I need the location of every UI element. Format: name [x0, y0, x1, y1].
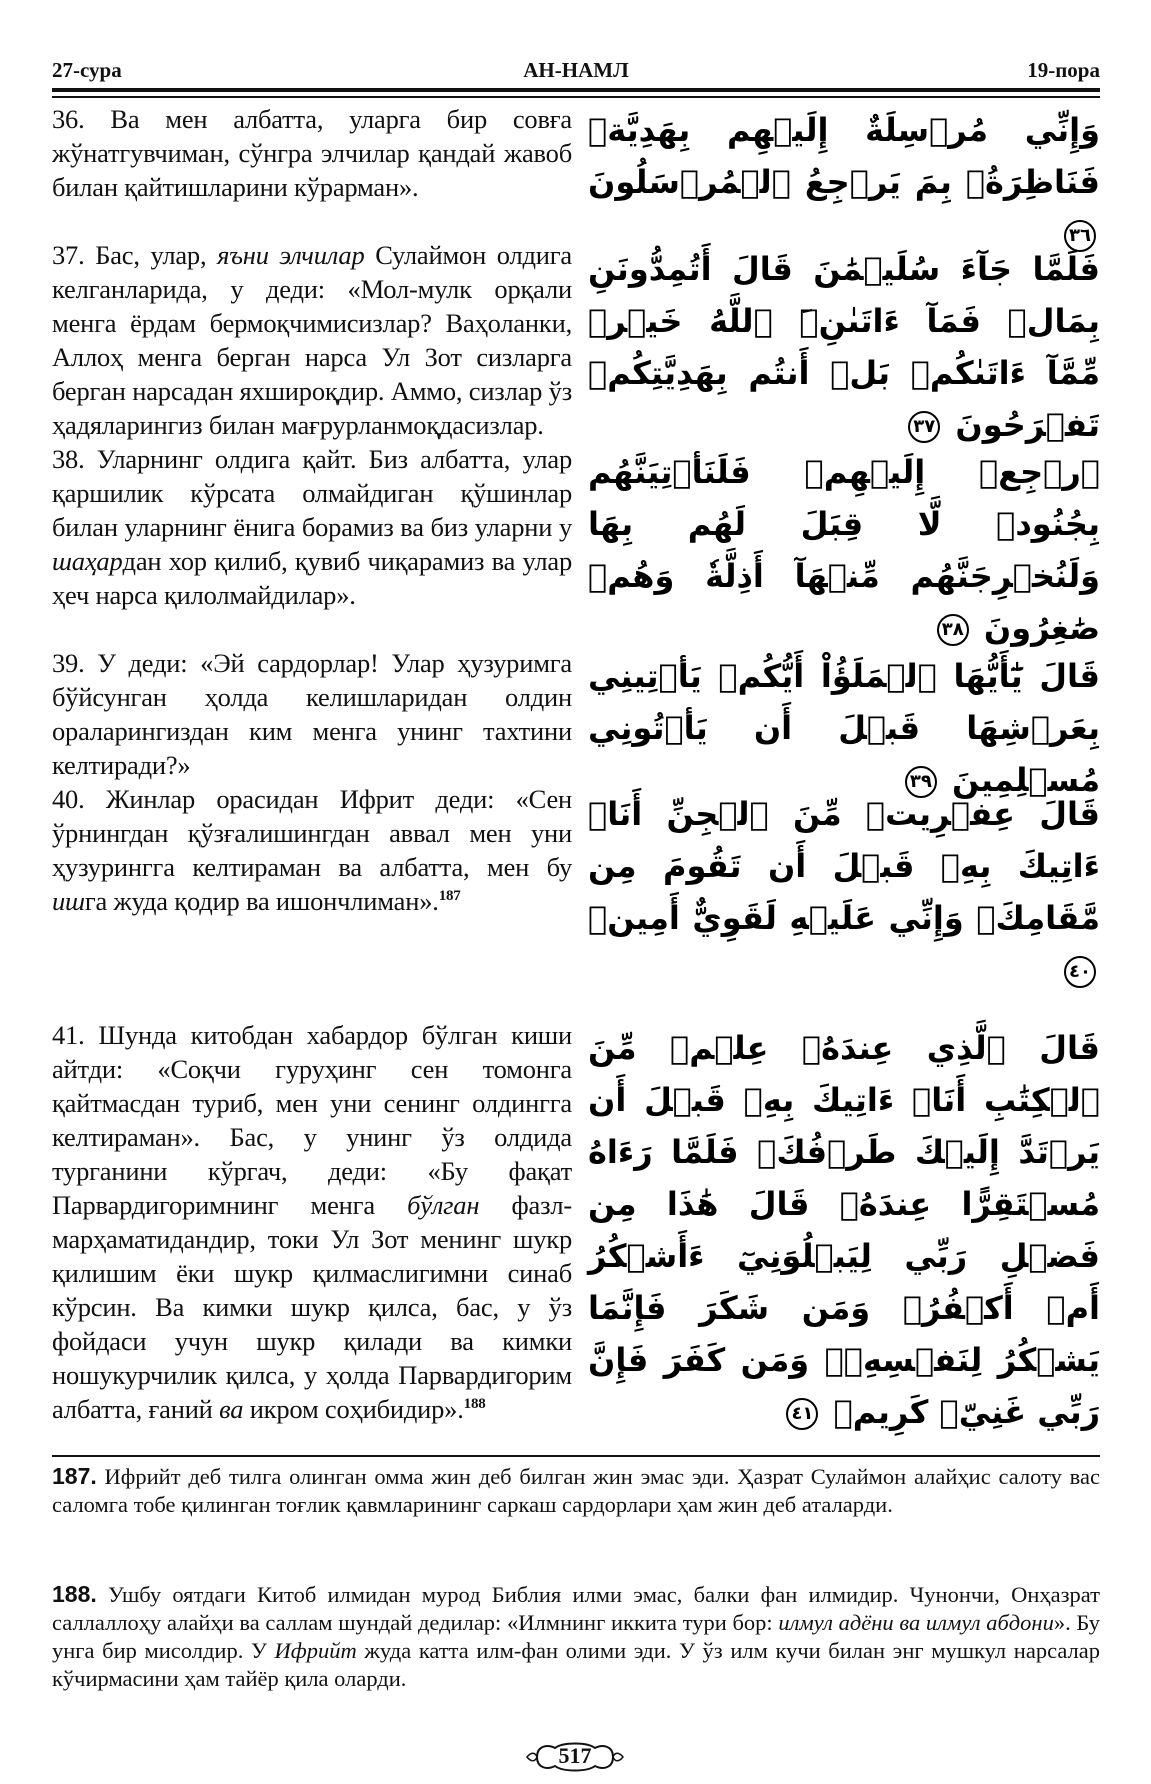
verse-text: 36. Ва мен албатта, уларга бир совға жўнатгувчиман, сўнгра элчилар қандай жавоб билан қайтишларини кўрарман». — [52, 104, 572, 202]
page-header — [52, 54, 1100, 84]
arabic-text: قَالَ يَٰٓأَيُّهَا ٱلۡمَلَؤُاْ أَيُّكُمۡ يَأۡتِينِي بِعَرۡشِهَا قَبۡلَ أَن يَأۡتُونِي مُسۡلِمِينَ — [588, 657, 1100, 799]
footnote-text: Ушбу оятдаги Китоб илмидан мурод Библия илми эмас, балки фан илмидир. Чунончи, Онҳазрат саллаллоҳу алайҳи ва саллам шундай дедилар: «Илмнинг иккита тури бор: — [52, 1582, 1100, 1635]
footnote-italic: Ифрийт — [274, 1638, 357, 1663]
verse-text: 41. Шунда китобдан хабардор бўлган киши айтди: «Соқчи гуруҳинг сен томонга қайтмасдан туриб, мен уни сенинг олдингга келтираман». Бас, у унинг ўз олдида турганини кўргач, деди: «Бу фақат Парвардигоримнинг менга — [52, 1020, 572, 1220]
page-number-ornament — [525, 1740, 625, 1774]
verse-italic-insert: шаҳар — [52, 546, 123, 576]
verse-text: дан хор қилиб, қувиб чиқарамиз ва улар ҳеч нарса қилолмайдилар». — [52, 546, 572, 610]
verse-40-translation — [52, 782, 572, 918]
footnote-text: ». Бу унга бир мисолдир. У — [52, 1610, 1100, 1663]
footnote-italic: илмул адёни ва илмул абдони — [778, 1610, 1054, 1635]
verse-36-translation — [52, 102, 572, 204]
header-rule-thin — [52, 96, 1100, 98]
verse-37-arabic — [588, 243, 1100, 451]
arabic-text: قَالَ عِفۡرِيتٞ مِّنَ ٱلۡجِنِّ أَنَا۠ ءَاتِيكَ بِهِۦ قَبۡلَ أَن تَقُومَ مِن مَّقَامِكَۖ وَإِنِّي عَلَيۡهِ لَقَوِيٌّ أَمِينٞ — [588, 795, 1100, 937]
footnote-ref-187[interactable]: 187 — [438, 888, 461, 905]
verse-39-arabic — [588, 650, 1100, 806]
ayah-number-marker: ٣٨ — [937, 614, 969, 646]
arabic-text: فَلَمَّا جَآءَ سُلَيۡمَٰنَ قَالَ أَتُمِدُّونَنِ بِمَالٖ فَمَآ ءَاتَىٰنِۦَ ٱللَّهُ خَيۡرٞ مِّمَّآ ءَاتَىٰكُمۚ بَلۡ أَنتُم بِهَدِيَّتِكُمۡ تَفۡرَحُونَ — [588, 250, 1100, 444]
footnote-number: 188. — [52, 1581, 97, 1607]
verse-italic-insert: ва — [219, 1394, 244, 1424]
verse-text: 38. Уларнинг олдига қайт. Биз албатта, улар қаршилик кўрсата олмайдиган қўшинлар билан уларнинг ёнига борамиз ва биз уларни у — [52, 444, 572, 542]
footnote-text: Ифрийт деб тилга олинган омма жин деб билган жин эмас эди. Ҳазрат Сулаймон алайҳис салоту вас саломга тобе қилинган тоғлик қавмларининг саркаш сардорлари ҳам жин деб аталарди. — [52, 1464, 1100, 1517]
verse-text: га жуда қодир ва ишончлиман». — [84, 886, 439, 916]
footnote-ref-188[interactable]: 188 — [463, 1396, 486, 1413]
ayah-number-marker: ٣٩ — [905, 766, 937, 798]
ayah-number-marker: ٤١ — [786, 1398, 818, 1430]
verse-38-arabic — [588, 446, 1100, 654]
footnote-separator — [52, 1455, 1100, 1457]
verse-41-arabic — [588, 1022, 1100, 1438]
verse-text: 40. Жинлар орасидан Ифрит деди: «Сен ўрнингдан қўзғалишингдан аввал мен уни ҳузурингга келтираман ва албатта, мен бу — [52, 784, 572, 882]
juz-number: 19-пора — [1027, 58, 1100, 82]
verse-38-translation — [52, 442, 572, 612]
footnote-text: жуда катта илм-фан олими эди. У ўз илм кучи билан энг мушкул нарсалар кўчирмасини ҳам тайёр қила оларди. — [52, 1638, 1100, 1691]
page-number: 517 — [558, 1743, 592, 1768]
verse-italic-insert: бўлган — [407, 1190, 480, 1220]
footnote-187 — [52, 1462, 1100, 1519]
verse-37-translation — [52, 238, 572, 442]
verse-text: 37. Бас, улар, — [52, 240, 218, 270]
verse-36-arabic — [588, 104, 1100, 260]
arabic-text: قَالَ ٱلَّذِي عِندَهُۥ عِلۡمٞ مِّنَ ٱلۡكِتَٰبِ أَنَا۠ ءَاتِيكَ بِهِۦ قَبۡلَ أَن يَرۡتَدَّ إِلَيۡكَ طَرۡفُكَۚ فَلَمَّا رَءَاهُ مُسۡتَقِرًّا عِندَهُۥ قَالَ هَٰذَا مِن فَضۡلِ رَبِّي لِيَبۡلُوَنِيٓ ءَأَشۡكُرُ أَمۡ أَكۡفُرُۖ وَمَن شَكَرَ فَإِنَّمَا يَشۡكُرُ لِنَفۡسِهِۦۖ وَمَن كَفَرَ فَإِنَّ رَبِّي غَنِيّٞ كَرِيمٞ — [588, 1029, 1100, 1431]
surah-title: АН-НАМЛ — [523, 58, 629, 82]
ayah-number-marker: ٤٠ — [1064, 956, 1096, 988]
verse-41-translation — [52, 1018, 572, 1426]
verse-italic-insert: яъни элчилар — [217, 240, 365, 270]
verse-40-arabic — [588, 788, 1100, 996]
verse-39-translation — [52, 646, 572, 782]
verse-text: Сулаймон олдига келганларида, у деди: «Мол-мулк орқали менга ёрдам бермоқчимисизлар? Ваҳоланки, Аллоҳ менга берган нарса Ул Зот сизларга берган нарсадан яхшироқдир. Аммо, сизлар ўз ҳадяларингиз билан мағрурланмоқдасизлар. — [52, 240, 572, 440]
arabic-text: ٱرۡجِعۡ إِلَيۡهِمۡ فَلَنَأۡتِيَنَّهُم بِجُنُودٖ لَّا قِبَلَ لَهُم بِهَا وَلَنُخۡرِجَنَّهُم مِّنۡهَآ أَذِلَّةٗ وَهُمۡ صَٰغِرُونَ — [588, 453, 1100, 647]
verse-text: фазл-марҳаматидандир, токи Ул Зот менинг шукр қилишим ёки шукр қилмаслигимни синаб кўрсин. Ва кимки шукр қилса, бас, у ўз фойдаси учун шукр қилади ва кимки ношукурчилик қилса, у ҳолда Парвардигорим албатта, ғаний — [52, 1190, 572, 1424]
surah-number: 27-сура — [52, 58, 122, 82]
verse-text: икром соҳибидир». — [243, 1394, 464, 1424]
footnote-188 — [52, 1580, 1100, 1693]
arabic-text: وَإِنِّي مُرۡسِلَةٌ إِلَيۡهِم بِهَدِيَّةٖ فَنَاظِرَةُۢ بِمَ يَرۡجِعُ ٱلۡمُرۡسَلُونَ — [588, 111, 1100, 201]
verse-text: 39. У деди: «Эй сардорлар! Улар ҳузуримга бўйсунган ҳолда келишларидан олдин ораларингиздан ким менга унинг тахтини келтиради?» — [52, 648, 572, 780]
ayah-number-marker: ٣٦ — [1064, 220, 1096, 252]
header-rule-thick — [52, 88, 1100, 92]
verse-italic-insert: иш — [52, 886, 85, 916]
footnote-number: 187. — [52, 1463, 97, 1489]
ayah-number-marker: ٣٧ — [908, 411, 940, 443]
